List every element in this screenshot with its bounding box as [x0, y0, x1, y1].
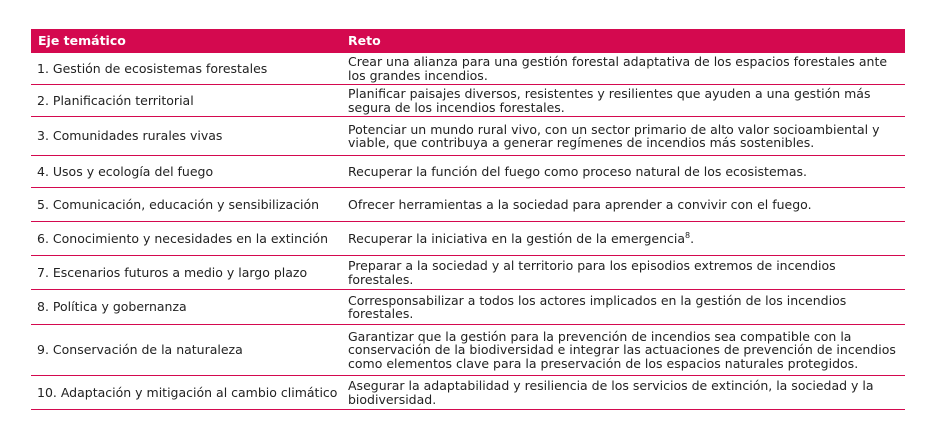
- challenge-cell: Preparar a la sociedad y al territorio para los episodios extremos de incendios forestales.: [342, 256, 905, 290]
- challenge-cell: [342, 222, 905, 256]
- challenge-cell: Planificar paisajes diversos, resistentes y resilientes que ayuden a una gestión más segura de los incendios forestales.: [342, 85, 905, 117]
- challenge-cell: Corresponsabilizar a todos los actores implicados en la gestión de los incendios forestales.: [342, 290, 905, 325]
- theme-cell: 7. Escenarios futuros a medio y largo plazo: [31, 256, 342, 290]
- table-row: [31, 85, 905, 117]
- table-row: [31, 117, 905, 156]
- theme-cell: 6. Conocimiento y necesidades en la extinción: [31, 222, 342, 256]
- challenge-cell: Asegurar la adaptabilidad y resiliencia de los servicios de extinción, la sociedad y la biodiversidad.: [342, 376, 905, 410]
- table-row: [31, 156, 905, 188]
- challenge-cell: Garantizar que la gestión para la prevención de incendios sea compatible con la conservación de la biodiversidad e integrar las actuaciones de prevención de incendios como elementos clave para la preservación de los espacios naturales protegidos.: [342, 325, 905, 376]
- table-row: [31, 222, 905, 256]
- table-row: [31, 53, 905, 85]
- table-row: [31, 376, 905, 410]
- challenge-cell: Crear una alianza para una gestión forestal adaptativa de los espacios forestales ante los grandes incendios.: [342, 53, 905, 85]
- header-challenge: Reto: [342, 29, 905, 53]
- table-header: [31, 29, 905, 53]
- table-row: [31, 256, 905, 290]
- challenge-text-end: .: [690, 230, 695, 246]
- themes-table-container: [31, 29, 905, 410]
- theme-cell: 5. Comunicación, educación y sensibilización: [31, 188, 342, 222]
- table-row: [31, 325, 905, 376]
- header-theme: Eje temático: [31, 29, 342, 53]
- table-row: [31, 290, 905, 325]
- table-row: [31, 188, 905, 222]
- theme-cell: 2. Planificación territorial: [31, 85, 342, 117]
- theme-cell: 4. Usos y ecología del fuego: [31, 156, 342, 188]
- challenge-cell: Recuperar la función del fuego como proceso natural de los ecosistemas.: [342, 156, 905, 188]
- challenge-text: Recuperar la iniciativa en la gestión de la emergencia: [348, 230, 686, 246]
- header-row: [31, 29, 905, 53]
- themes-challenges-table: [31, 29, 905, 410]
- challenge-cell: Ofrecer herramientas a la sociedad para aprender a convivir con el fuego.: [342, 188, 905, 222]
- footnote-marker: 8: [685, 230, 691, 240]
- table-body: [31, 53, 905, 410]
- challenge-cell: Potenciar un mundo rural vivo, con un sector primario de alto valor socioambiental y viable, que contribuya a generar regímenes de incendios más sostenibles.: [342, 117, 905, 156]
- theme-cell: 8. Política y gobernanza: [31, 290, 342, 325]
- theme-cell: 10. Adaptación y mitigación al cambio climático: [31, 376, 342, 410]
- theme-cell: 3. Comunidades rurales vivas: [31, 117, 342, 156]
- theme-cell: 9. Conservación de la naturaleza: [31, 325, 342, 376]
- theme-cell: 1. Gestión de ecosistemas forestales: [31, 53, 342, 85]
